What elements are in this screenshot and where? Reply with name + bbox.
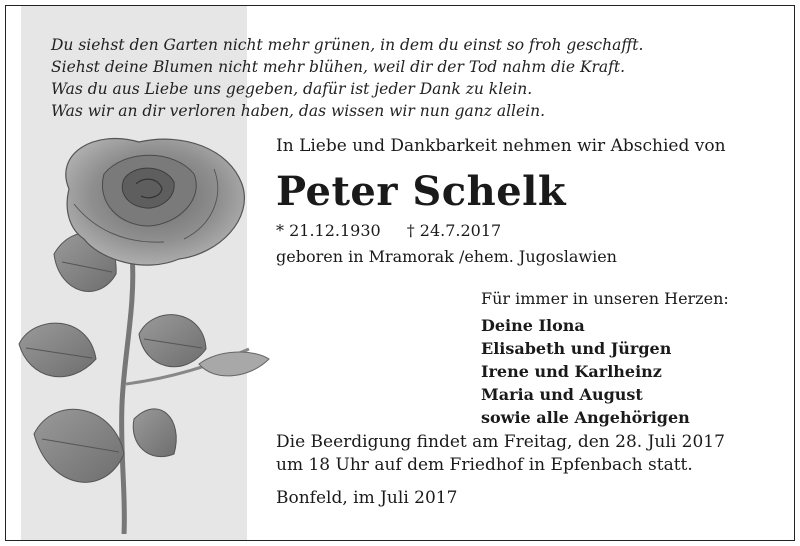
mourner: sowie alle Angehörigen bbox=[481, 408, 690, 427]
funeral-line: um 18 Uhr auf dem Friedhof in Epfenbach statt. bbox=[276, 455, 693, 475]
rose-image bbox=[14, 134, 284, 534]
poem-line: Was du aus Liebe uns gegeben, dafür ist jeder Dank zu klein. bbox=[51, 80, 533, 98]
forever-heading: Für immer in unseren Herzen: bbox=[481, 289, 729, 308]
poem-line: Was wir an dir verloren haben, das wissen wir nun ganz allein. bbox=[51, 102, 546, 120]
intro-text: In Liebe und Dankbarkeit nehmen wir Abschied von bbox=[276, 136, 726, 156]
mourner: Irene und Karlheinz bbox=[481, 362, 662, 381]
obituary-notice bbox=[5, 5, 795, 541]
mourner: Elisabeth und Jürgen bbox=[481, 339, 672, 358]
mourner: Deine Ilona bbox=[481, 316, 585, 335]
place-date: Bonfeld, im Juli 2017 bbox=[276, 488, 458, 508]
poem-line: Siehst deine Blumen nicht mehr blühen, weil dir der Tod nahm die Kraft. bbox=[51, 58, 626, 76]
deceased-name: Peter Schelk bbox=[276, 168, 567, 215]
death-date: † 24.7.2017 bbox=[406, 221, 502, 240]
life-dates bbox=[276, 221, 501, 240]
poem bbox=[51, 34, 771, 122]
poem-line: Du siehst den Garten nicht mehr grünen, in dem du einst so froh geschafft. bbox=[51, 36, 644, 54]
funeral-line: Die Beerdigung findet am Freitag, den 28. Juli 2017 bbox=[276, 432, 725, 452]
birth-date: * 21.12.1930 bbox=[276, 221, 381, 240]
mourners-list bbox=[481, 314, 690, 429]
funeral-info bbox=[276, 431, 725, 477]
mourner: Maria und August bbox=[481, 385, 643, 404]
birthplace: geboren in Mramorak /ehem. Jugoslawien bbox=[276, 247, 617, 266]
